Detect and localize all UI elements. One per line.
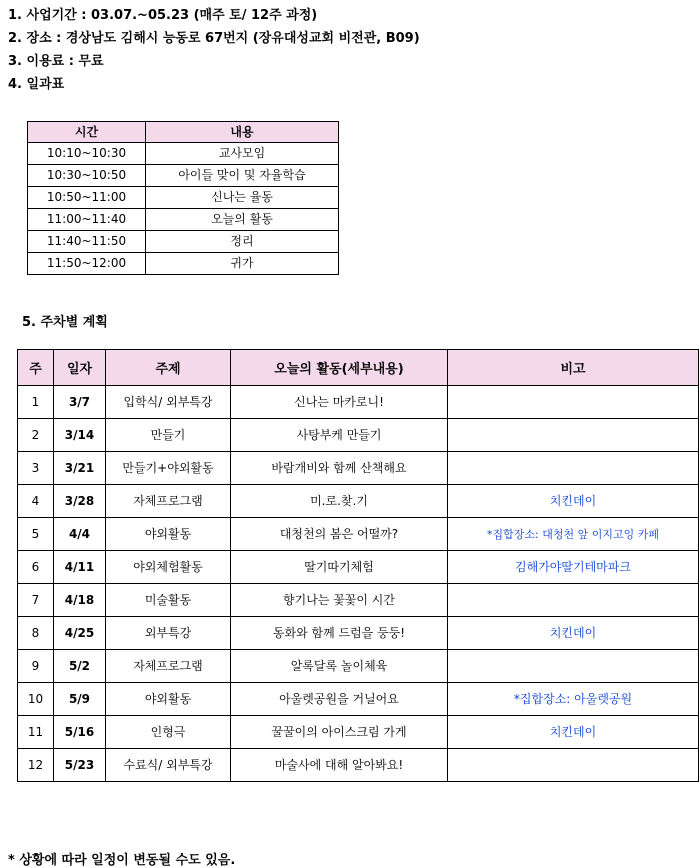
date-cell: 5/9 [54, 683, 106, 716]
header-week: 주 [18, 350, 54, 386]
table-row [18, 749, 699, 782]
note-cell: *집합장소: 아울렛공원 [448, 683, 699, 716]
daily-schedule-table [27, 121, 339, 275]
note-cell [448, 584, 699, 617]
date-cell: 4/11 [54, 551, 106, 584]
table-row [28, 143, 339, 165]
content-cell: 귀가 [146, 253, 339, 275]
date-cell: 4/25 [54, 617, 106, 650]
time-cell: 11:00~11:40 [28, 209, 146, 231]
date-cell: 4/4 [54, 518, 106, 551]
date-cell: 3/14 [54, 419, 106, 452]
table-header-row [18, 350, 699, 386]
content-cell: 아이들 맞이 및 자율학습 [146, 165, 339, 187]
date-cell: 3/21 [54, 452, 106, 485]
table-row [28, 253, 339, 275]
theme-cell: 야외활동 [106, 518, 231, 551]
date-cell: 4/18 [54, 584, 106, 617]
note-cell: 치킨데이 [448, 485, 699, 518]
week-cell: 5 [18, 518, 54, 551]
theme-cell: 만들기+야외활동 [106, 452, 231, 485]
activity-cell: 아울렛공원을 거닐어요 [231, 683, 448, 716]
week-cell: 10 [18, 683, 54, 716]
table-row [18, 485, 699, 518]
daily-schedule-title: 4. 일과표 [8, 77, 65, 92]
note-cell [448, 452, 699, 485]
theme-cell: 만들기 [106, 419, 231, 452]
note-cell: *집합장소: 대청천 앞 이지고잉 카페 [448, 518, 699, 551]
time-cell: 10:10~10:30 [28, 143, 146, 165]
theme-cell: 미술활동 [106, 584, 231, 617]
table-row [18, 518, 699, 551]
note-cell: 김해가야딸기테마파크 [448, 551, 699, 584]
week-cell: 11 [18, 716, 54, 749]
table-row [18, 650, 699, 683]
activity-cell: 꿀꿀이의 아이스크림 가게 [231, 716, 448, 749]
table-row [28, 187, 339, 209]
activity-cell: 마술사에 대해 알아봐요! [231, 749, 448, 782]
weekly-plan-title: 5. 주차별 계획 [22, 315, 108, 330]
table-row [28, 231, 339, 253]
header-activity: 오늘의 활동(세부내용) [231, 350, 448, 386]
table-row [18, 551, 699, 584]
fee: 3. 이용료 : 무료 [8, 54, 104, 69]
theme-cell: 수료식/ 외부특강 [106, 749, 231, 782]
content-cell: 교사모임 [146, 143, 339, 165]
week-cell: 12 [18, 749, 54, 782]
table-row [28, 165, 339, 187]
time-cell: 10:30~10:50 [28, 165, 146, 187]
activity-cell: 바람개비와 함께 산책해요 [231, 452, 448, 485]
table-row [18, 683, 699, 716]
week-cell: 2 [18, 419, 54, 452]
weekly-plan-table [17, 349, 699, 782]
content-cell: 신나는 율동 [146, 187, 339, 209]
note-cell [448, 749, 699, 782]
date-cell: 5/16 [54, 716, 106, 749]
header-time: 시간 [28, 122, 146, 143]
week-cell: 7 [18, 584, 54, 617]
location: 2. 장소 : 경상남도 김해시 능동로 67번지 (장유대성교회 비전관, B09) [8, 31, 420, 46]
activity-cell: 향기나는 꽃꽃이 시간 [231, 584, 448, 617]
header-content: 내용 [146, 122, 339, 143]
table-row [18, 617, 699, 650]
theme-cell: 야외체험활동 [106, 551, 231, 584]
activity-cell: 알록달록 놀이체육 [231, 650, 448, 683]
theme-cell: 자체프로그램 [106, 485, 231, 518]
week-cell: 9 [18, 650, 54, 683]
theme-cell: 외부특강 [106, 617, 231, 650]
activity-cell: 신나는 마카로니! [231, 386, 448, 419]
content-cell: 오늘의 활동 [146, 209, 339, 231]
week-cell: 1 [18, 386, 54, 419]
theme-cell: 야외활동 [106, 683, 231, 716]
activity-cell: 미.로.찾.기 [231, 485, 448, 518]
time-cell: 11:50~12:00 [28, 253, 146, 275]
activity-cell: 대청천의 봄은 어떨까? [231, 518, 448, 551]
activity-cell: 사탕부케 만들기 [231, 419, 448, 452]
footer-note: * 상황에 따라 일정이 변동될 수도 있음. [8, 853, 236, 868]
week-cell: 6 [18, 551, 54, 584]
date-cell: 3/7 [54, 386, 106, 419]
date-cell: 3/28 [54, 485, 106, 518]
header-date: 일자 [54, 350, 106, 386]
week-cell: 8 [18, 617, 54, 650]
activity-cell: 동화와 함께 드럼을 둥둥! [231, 617, 448, 650]
table-row [18, 452, 699, 485]
project-period: 1. 사업기간 : 03.07.~05.23 (매주 토/ 12주 과정) [8, 8, 318, 23]
theme-cell: 입학식/ 외부특강 [106, 386, 231, 419]
table-row [18, 386, 699, 419]
activity-cell: 딸기따기체험 [231, 551, 448, 584]
theme-cell: 인형극 [106, 716, 231, 749]
week-cell: 4 [18, 485, 54, 518]
note-cell [448, 419, 699, 452]
content-cell: 정리 [146, 231, 339, 253]
table-row [18, 716, 699, 749]
week-cell: 3 [18, 452, 54, 485]
time-cell: 10:50~11:00 [28, 187, 146, 209]
note-cell [448, 386, 699, 419]
note-cell: 치킨데이 [448, 716, 699, 749]
table-row [28, 209, 339, 231]
time-cell: 11:40~11:50 [28, 231, 146, 253]
note-cell [448, 650, 699, 683]
note-cell: 치킨데이 [448, 617, 699, 650]
header-note: 비고 [448, 350, 699, 386]
theme-cell: 자체프로그램 [106, 650, 231, 683]
date-cell: 5/23 [54, 749, 106, 782]
header-theme: 주제 [106, 350, 231, 386]
table-row [18, 419, 699, 452]
table-header-row [28, 122, 339, 143]
date-cell: 5/2 [54, 650, 106, 683]
table-row [18, 584, 699, 617]
